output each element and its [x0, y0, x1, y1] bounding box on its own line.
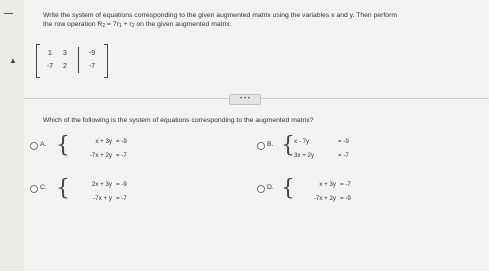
question-text: Which of the following is the system of equations corresponding to the augmented matrix? [43, 117, 314, 124]
option-c-eq1-right: = -9 [116, 181, 127, 188]
instr-text: + r [121, 21, 132, 28]
option-d-label: D. [267, 184, 274, 191]
option-b-eq1-right: = -9 [338, 138, 349, 145]
option-b-eq1-left: x - 7y [294, 138, 310, 145]
instr-text: = 7r [105, 21, 119, 28]
option-c-brace: { [56, 176, 70, 201]
matrix-cell: 1 [48, 50, 52, 57]
instr-text: on the given augmented matrix. [134, 21, 232, 28]
instr-sub: 2 [131, 23, 135, 29]
option-a-eq1-right: = -9 [116, 138, 127, 145]
option-a-eq2-right: = -7 [116, 152, 127, 159]
option-b-eq2-right: = -7 [338, 152, 349, 159]
matrix-cell: -7 [46, 63, 54, 70]
option-a-radio[interactable] [30, 142, 38, 150]
option-b-brace: { [281, 133, 295, 158]
option-c-label: C. [40, 184, 47, 191]
instructions-line-2 [43, 20, 483, 31]
matrix-left-bracket [36, 44, 40, 78]
option-d-eq2-right: = -9 [340, 195, 351, 202]
collapse-icon[interactable] [4, 13, 13, 14]
expand-more-button[interactable]: • • • [229, 94, 261, 105]
option-c-eq1-left: 2x + 3y [91, 181, 112, 188]
option-d-eq1-left: x + 3y [319, 181, 336, 188]
instr-sub: 2 [102, 23, 106, 29]
matrix-cell: 2 [63, 63, 67, 70]
left-sidebar [0, 0, 24, 271]
option-d-eq2-left: -7x + 2y [313, 195, 336, 202]
instr-sub: 1 [118, 23, 122, 29]
instr-text: the row operation R [43, 21, 103, 28]
option-b-label: B. [267, 141, 274, 148]
augmented-matrix [36, 44, 108, 78]
option-a-label: A. [40, 141, 47, 148]
option-a-eq2-left: -7x + 2y [89, 152, 112, 159]
option-b-radio[interactable] [257, 142, 265, 150]
matrix-cell: -9 [88, 50, 96, 57]
instructions-line-1: Write the system of equations corresponding to the given augmented matrix using the variables x and y. Then perform [43, 12, 398, 19]
option-d-brace: { [281, 176, 295, 201]
option-c-eq2-right: = -7 [116, 195, 127, 202]
matrix-cell: 3 [63, 50, 67, 57]
triangle-marker-icon: ▲ [9, 56, 17, 65]
option-c-radio[interactable] [30, 185, 38, 193]
option-d-eq1-right: = -7 [340, 181, 351, 188]
matrix-right-bracket [104, 44, 108, 78]
option-a-eq1-left: x + 3y [95, 138, 112, 145]
matrix-augment-bar [78, 47, 79, 73]
matrix-cell: -7 [88, 63, 96, 70]
option-d-radio[interactable] [257, 185, 265, 193]
problem-instructions [43, 11, 483, 31]
option-a-brace: { [56, 133, 70, 158]
option-b-eq2-left: 3x + 2y [294, 152, 315, 159]
option-c-eq2-left: -7x + y [93, 195, 112, 202]
